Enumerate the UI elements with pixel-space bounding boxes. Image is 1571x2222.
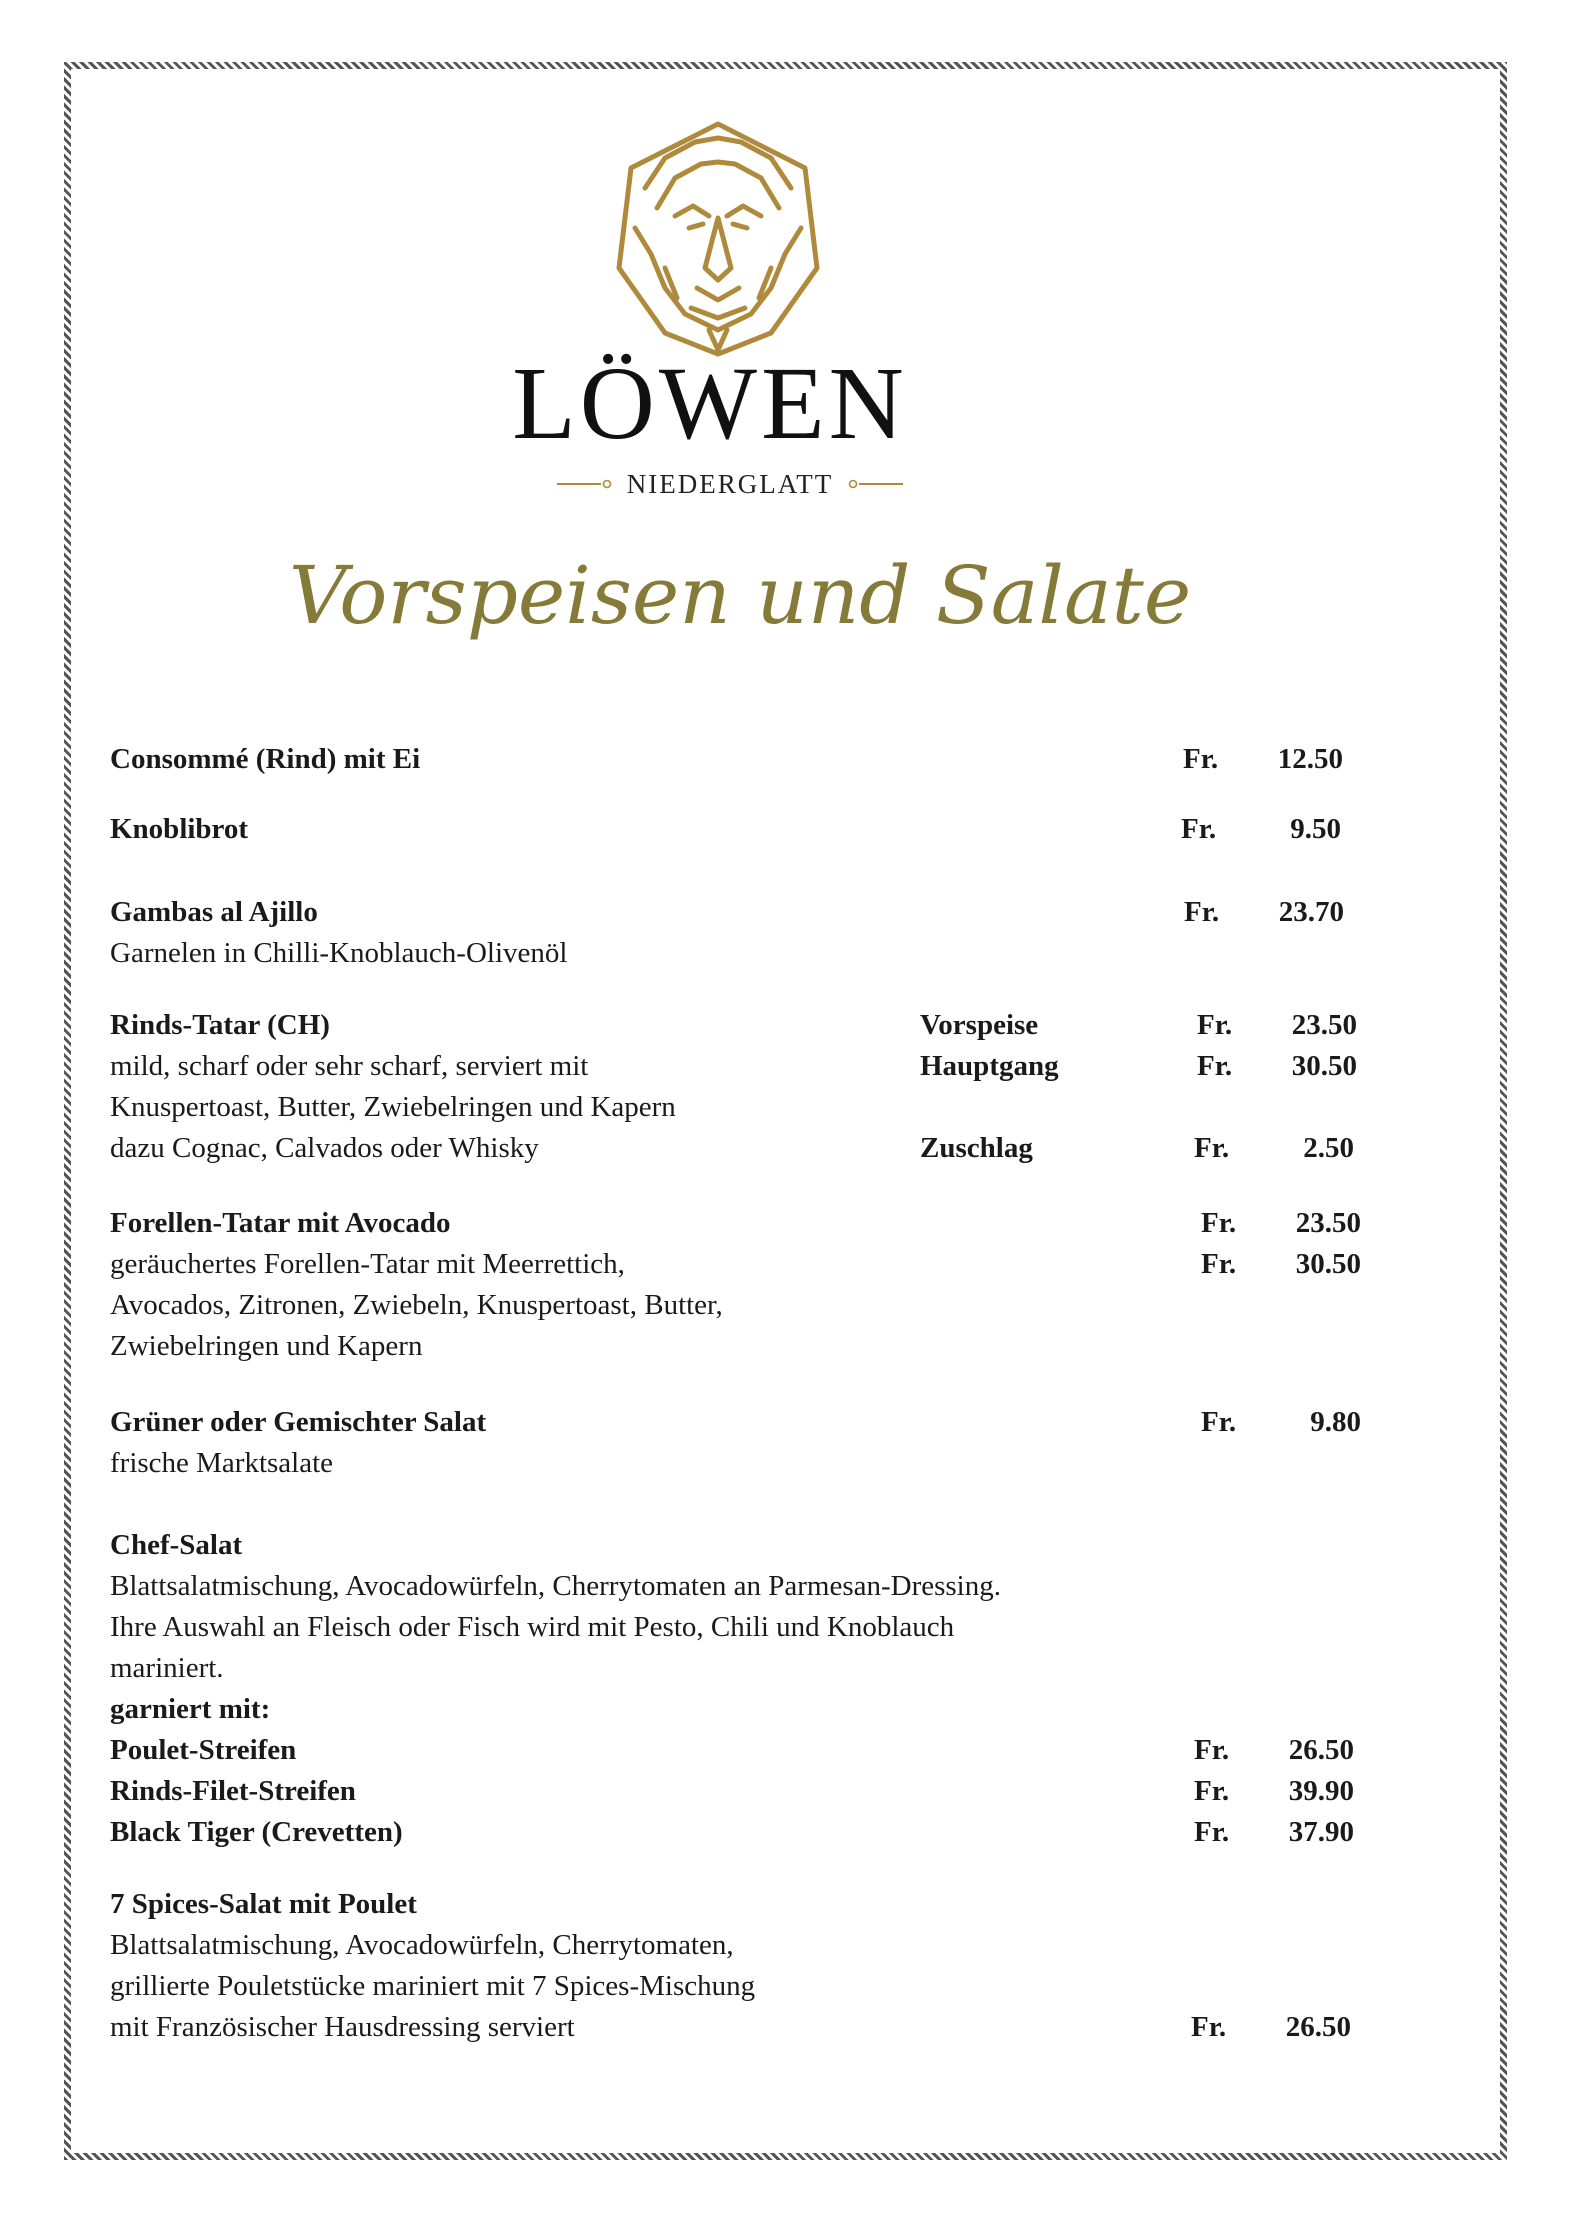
- item-price: Fr. 30.50: [1201, 1248, 1361, 1280]
- brand-name: LÖWEN: [512, 346, 908, 461]
- item-name: 7 Spices-Salat mit Poulet: [110, 1888, 417, 1920]
- option-price: Fr. 30.50: [1197, 1050, 1357, 1082]
- menu-title: Vorspeisen und Salate: [288, 549, 1192, 642]
- variant-price: Fr. 37.90: [1194, 1816, 1354, 1848]
- variant-name: Poulet-Streifen: [110, 1734, 297, 1766]
- option-price: Fr. 2.50: [1194, 1132, 1354, 1164]
- item-description: Avocados, Zitronen, Zwiebeln, Knuspertoast, Butter,: [110, 1289, 723, 1321]
- lion-logo-icon: [605, 118, 831, 358]
- item-description: geräuchertes Forellen-Tatar mit Meerrettich,: [110, 1248, 625, 1280]
- variant-price: Fr. 39.90: [1194, 1775, 1354, 1807]
- item-name: Knoblibrot: [110, 813, 249, 845]
- item-name: Grüner oder Gemischter Salat: [110, 1406, 487, 1438]
- variant-name: Rinds-Filet-Streifen: [110, 1775, 356, 1807]
- item-description: Blattsalatmischung, Avocadowürfeln, Cherrytomaten,: [110, 1929, 734, 1961]
- item-name: Forellen-Tatar mit Avocado: [110, 1207, 451, 1239]
- item-price: Fr. 9.80: [1201, 1406, 1361, 1438]
- item-price: Fr. 9.50: [1181, 813, 1341, 845]
- item-description: dazu Cognac, Calvados oder Whisky: [110, 1132, 539, 1164]
- variant-price: Fr. 26.50: [1194, 1734, 1354, 1766]
- item-description: Knuspertoast, Butter, Zwiebelringen und Kapern: [110, 1091, 676, 1123]
- item-description: Zwiebelringen und Kapern: [110, 1330, 423, 1362]
- item-price: Fr. 23.50: [1201, 1207, 1361, 1239]
- option-label: Vorspeise: [920, 1009, 1039, 1041]
- option-label: Zuschlag: [920, 1132, 1033, 1164]
- item-price: Fr. 23.70: [1184, 896, 1344, 928]
- item-name: Rinds-Tatar (CH): [110, 1009, 330, 1041]
- brand-location: NIEDERGLATT: [626, 468, 834, 499]
- ornament-left-icon: [557, 479, 615, 489]
- item-price: Fr. 12.50: [1183, 743, 1343, 775]
- item-description: frische Marktsalate: [110, 1447, 334, 1479]
- brand-location-line: [530, 466, 930, 502]
- option-label: Hauptgang: [920, 1050, 1059, 1082]
- item-description: grillierte Pouletstücke mariniert mit 7 Spices-Mischung: [110, 1970, 756, 2002]
- option-price: Fr. 23.50: [1197, 1009, 1357, 1041]
- item-description: Ihre Auswahl an Fleisch oder Fisch wird mit Pesto, Chili und Knoblauch: [110, 1611, 955, 1643]
- garnish-label: garniert mit:: [110, 1693, 271, 1725]
- item-name: Chef-Salat: [110, 1529, 243, 1561]
- item-price: Fr. 26.50: [1191, 2011, 1351, 2043]
- item-name: Gambas al Ajillo: [110, 896, 318, 928]
- ornament-right-icon: [845, 479, 903, 489]
- item-description: mariniert.: [110, 1652, 224, 1684]
- variant-name: Black Tiger (Crevetten): [110, 1816, 403, 1848]
- item-description: mild, scharf oder sehr scharf, serviert mit: [110, 1050, 589, 1082]
- item-description: Garnelen in Chilli-Knoblauch-Olivenöl: [110, 937, 568, 969]
- item-name: Consommé (Rind) mit Ei: [110, 743, 421, 775]
- item-description: mit Französischer Hausdressing serviert: [110, 2011, 575, 2043]
- item-description: Blattsalatmischung, Avocadowürfeln, Cherrytomaten an Parmesan-Dressing.: [110, 1570, 1001, 1602]
